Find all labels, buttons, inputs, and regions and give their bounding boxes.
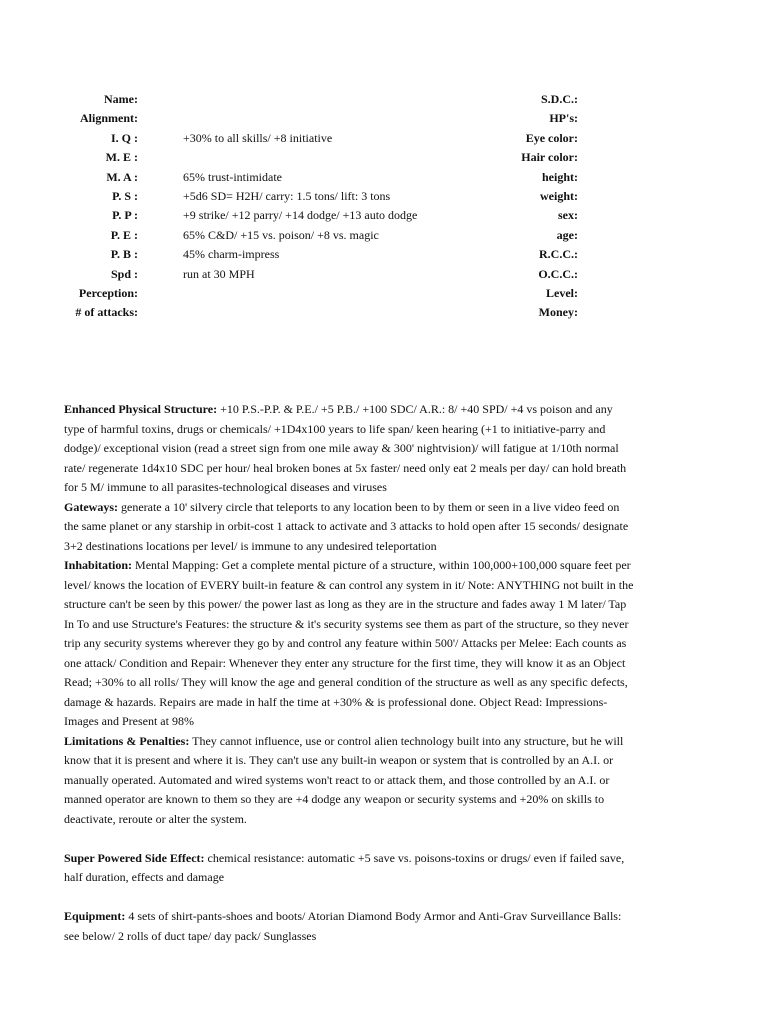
stat-label-right: sex: — [558, 208, 578, 223]
paragraph-text: +10 P.S.-P.P. & P.E./ +5 P.B./ +100 SDC/ A.R.: 8/ +40 SPD/ +4 vs poison and any type of harmful toxins, drugs or chemicals/ +1D4x100 years to life span/ keen hearing (+1 to initiative-parry and dodge)/ exceptional vision (read a street sign from one mile away & 300' nightvision)/ will fatigue at 1/10th normal rate/ regenerate 1d4x10 SDC per hour/ heal broken bones at 5x faster/ need only eat 2 meals per day/ can hold breath for 5 M/ immune to all parasites-technological diseases and viruses — [64, 402, 627, 494]
stat-label: Name: — [104, 92, 138, 106]
stat-label-right: age: — [556, 227, 578, 242]
paragraph-text: generate a 10' silvery circle that teleports to any location been to by them or seen in a live video feed on the same planet or any starship in orbit-cost 1 attack to activate and 3 attacks to hold open after 15 seconds/ designate 3+2 destinations locations per level/ is immune to any undesired teleportation — [64, 499, 629, 553]
paragraph-text: 4 sets of shirt-pants-shoes and boots/ Atorian Diamond Body Armor and Anti-Grav Surveillance Balls: see below/ 2 rolls of duct tape/ day pack/ Sunglasses — [64, 909, 622, 943]
paragraph-text: Mental Mapping: Get a complete mental picture of a structure, within 100,000+100,000 square feet per level/ knows the location of EVERY built-in feature & can control any system in it/ Note: ANYTHING not built in the structure can't be seen by this power/ the power last as long as they are in the structure and fades away 1 M later/ Tap In To and use Structure's Features: the structure & it's security systems see them as part of the structure, so they never trip any security systems wherever they go by and control any feature within 500'/ Attacks per Melee: Each counts as one attack/ Condition and Repair: Whenever they enter any structure for the first time, they will know it as an Object Read; +30% to all rolls/ They will know the age and general condition of the structure as well as any specific defects, damage & hazards. Repairs are made in half the time at +30% & is professional done. Object Read: Impressions-Images and Present at 98% — [64, 558, 634, 728]
stat-row — [0, 245, 768, 264]
stat-row — [0, 109, 768, 128]
stat-row — [0, 148, 768, 167]
stat-row — [0, 226, 768, 245]
stat-label-right: Money: — [538, 305, 578, 320]
powers-text — [64, 400, 636, 946]
stat-label: P. P : — [112, 208, 138, 223]
paragraph-text: chemical resistance: automatic +5 save vs. poisons-toxins or drugs/ even if failed save, half duration, effects and damage — [64, 850, 625, 884]
stat-row — [0, 206, 768, 225]
stat-row — [0, 265, 768, 284]
stat-row — [0, 284, 768, 303]
stat-value: 65% trust-intimidate — [183, 169, 282, 184]
stat-label: # of attacks: — [75, 305, 138, 320]
stat-label: P. B : — [110, 247, 138, 262]
stat-value: run at 30 MPH — [183, 266, 255, 281]
stat-label-right: Level: — [546, 285, 578, 300]
stat-label: P. E : — [110, 227, 138, 242]
stat-row — [0, 129, 768, 148]
paragraph-heading: Limitations & Penalties: — [64, 733, 190, 748]
stat-label-right: S.D.C.: — [540, 92, 578, 106]
stat-label: P. S : — [112, 188, 138, 203]
paragraph-heading: Enhanced Physical Structure: — [64, 402, 218, 416]
stat-label-right: Hair color: — [521, 150, 578, 165]
stat-row — [0, 168, 768, 187]
paragraph-limitations — [64, 732, 636, 830]
stat-label: M. E : — [105, 150, 138, 165]
paragraph-heading: Equipment: — [64, 909, 126, 923]
stat-label: M. A : — [106, 169, 138, 184]
paragraph-text: They cannot influence, use or control alien technology built into any structure, but he will know that it is present and where it is. They can't use any built-in weapon or system that is controlled by an A.I. or manually operated. Automated and wired systems won't react to or attack them, and those controlled by an A.I. or manned operator are known to them so they are +4 dodge any weapon or security systems and +20% on skills to deactivate, reroute or alter the system. — [64, 733, 624, 826]
stat-label-right: Eye color: — [525, 130, 578, 145]
paragraph-heading: Inhabitation: — [64, 558, 133, 572]
stat-label-right: R.C.C.: — [539, 247, 578, 262]
paragraph-heading: Gateways: — [64, 499, 118, 514]
stat-label-right: height: — [542, 169, 578, 184]
stat-label: Perception: — [78, 285, 138, 300]
stat-value: +9 strike/ +12 parry/ +14 dodge/ +13 auto dodge — [183, 208, 418, 223]
paragraph-enhanced-physical-structure — [64, 400, 636, 498]
stat-value: +30% to all skills/ +8 initiative — [183, 130, 333, 145]
paragraph-inhabitation — [64, 556, 636, 732]
paragraph-gateways — [64, 498, 636, 557]
stat-label-right: HP's: — [549, 111, 578, 126]
stat-value: 45% charm-impress — [183, 247, 280, 262]
stat-row — [0, 90, 768, 109]
stat-row — [0, 303, 768, 322]
stat-label: Spd : — [110, 266, 138, 281]
stat-label-right: weight: — [540, 188, 578, 203]
stat-label-right: O.C.C.: — [538, 266, 578, 281]
paragraph-heading: Super Powered Side Effect: — [64, 850, 205, 865]
paragraph-equipment — [64, 907, 636, 946]
stat-label: I. Q : — [111, 130, 138, 145]
stat-row — [0, 187, 768, 206]
stat-block — [0, 90, 768, 323]
stat-value: +5d6 SD= H2H/ carry: 1.5 tons/ lift: 3 tons — [183, 188, 391, 203]
stat-label: Alignment: — [80, 111, 138, 126]
stat-value: 65% C&D/ +15 vs. poison/ +8 vs. magic — [183, 227, 379, 242]
paragraph-side-effect — [64, 849, 636, 888]
